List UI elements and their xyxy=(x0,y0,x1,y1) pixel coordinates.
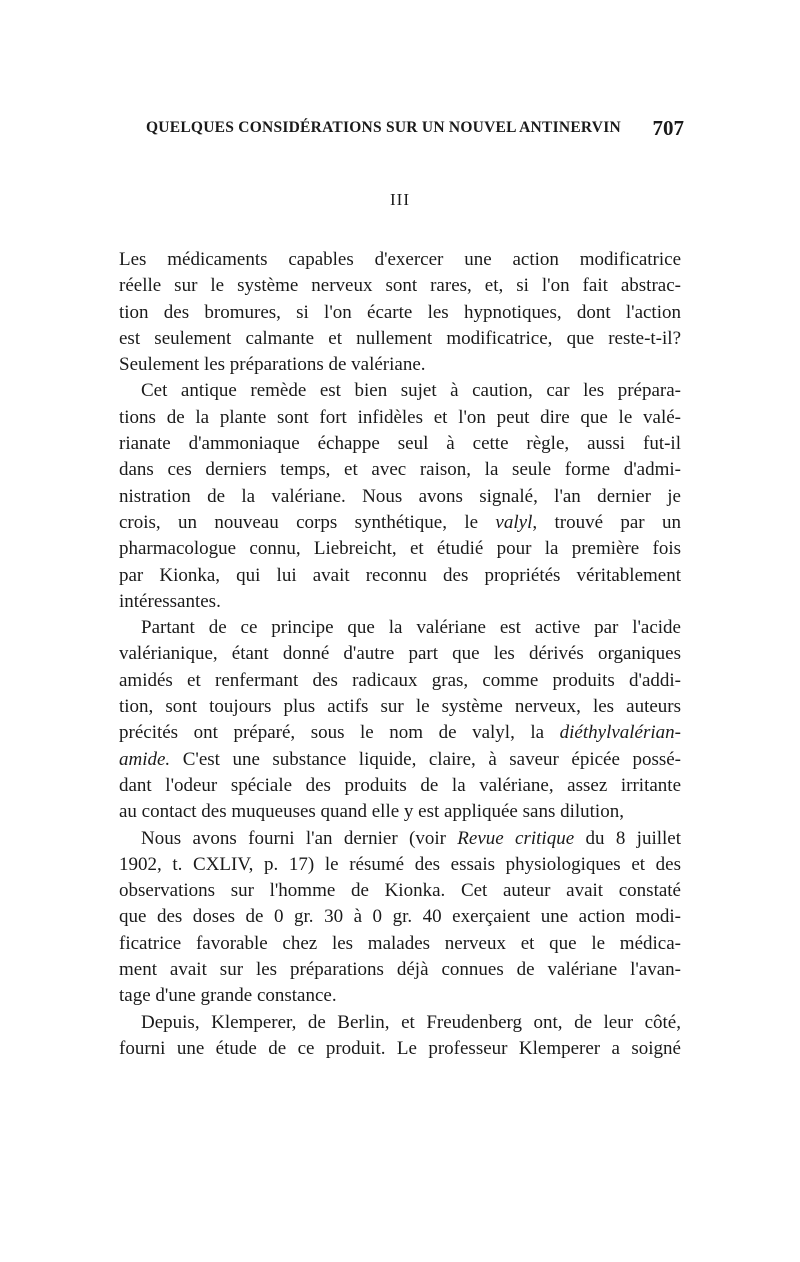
paragraph xyxy=(119,826,681,1010)
text-line: dans ces derniers temps, et avec raison, la seule forme d'admi- xyxy=(119,459,681,481)
text-line: Cet antique remède est bien sujet à caution, car les prépara- xyxy=(141,380,681,402)
text-line: intéressantes. xyxy=(119,590,221,612)
text-line: ment avait sur les préparations déjà connues de valériane l'avan- xyxy=(119,959,681,981)
italic-term: valyl xyxy=(495,511,533,533)
text-line: crois, un nouveau corps synthétique, le valyl, trouvé par un xyxy=(119,511,681,533)
text-line: tion, sont toujours plus actifs sur le système nerveux, les auteurs xyxy=(119,696,681,718)
text-line: nistration de la valériane. Nous avons signalé, l'an dernier je xyxy=(119,485,681,507)
text-line: amidés et renfermant des radicaux gras, comme produits d'addi- xyxy=(119,669,681,691)
text-line: pharmacologue connu, Liebreicht, et étudié pour la première fois xyxy=(119,538,681,560)
paragraph xyxy=(119,378,681,615)
body-text xyxy=(119,247,681,1062)
text-line: Les médicaments capables d'exercer une action modificatrice xyxy=(119,249,681,270)
text-line: réelle sur le système nerveux sont rares, et, si l'on fait abstrac- xyxy=(119,275,681,297)
text-line: dant l'odeur spéciale des produits de la valériane, assez irritante xyxy=(119,774,681,796)
paragraph xyxy=(119,1010,681,1063)
text-line: tage d'une grande constance. xyxy=(119,985,337,1007)
page-number: 707 xyxy=(652,116,684,140)
text-line: précités ont préparé, sous le nom de valyl, la diéthylvalérian- xyxy=(119,722,681,744)
paragraph xyxy=(119,247,681,378)
text-line: fourni une étude de ce produit. Le professeur Klemperer a soigné xyxy=(119,1037,681,1059)
italic-term: diéthylvalérian- xyxy=(559,722,681,744)
paragraph xyxy=(119,615,681,825)
section-numeral: III xyxy=(390,190,410,209)
text-line: au contact des muqueuses quand elle y est appliquée sans dilution, xyxy=(119,801,624,823)
text-line: Nous avons fourni l'an dernier (voir Revue critique du 8 juillet xyxy=(141,827,681,849)
text-line: est seulement calmante et nullement modificatrice, que reste-t-il? xyxy=(119,327,681,349)
italic-term: Revue critique xyxy=(457,827,575,849)
text-line: que des doses de 0 gr. 30 à 0 gr. 40 exerçaient une action modi- xyxy=(119,906,681,928)
text-line: 1902, t. CXLIV, p. 17) le résumé des essais physiologiques et des xyxy=(119,853,681,875)
running-title: QUELQUES CONSIDÉRATIONS SUR UN NOUVEL ANTINERVIN xyxy=(146,119,621,136)
text-line: tion des bromures, si l'on écarte les hypnotiques, dont l'action xyxy=(119,301,681,323)
text-line: Depuis, Klemperer, de Berlin, et Freudenberg ont, de leur côté, xyxy=(141,1011,681,1033)
text-line: par Kionka, qui lui avait reconnu des propriétés véritablement xyxy=(119,564,681,586)
text-line: observations sur l'homme de Kionka. Cet auteur avait constaté xyxy=(119,880,681,902)
running-header xyxy=(146,116,684,140)
text-line: ficatrice favorable chez les malades nerveux et que le médica- xyxy=(119,932,681,954)
italic-term: amide. xyxy=(119,748,171,770)
text-line: tions de la plante sont fort infidèles et l'on peut dire que le valé- xyxy=(119,406,681,428)
text-line: valérianique, étant donné d'autre part que les dérivés organiques xyxy=(119,643,681,665)
text-line: amide. C'est une substance liquide, claire, à saveur épicée possé- xyxy=(119,748,681,770)
text-line: Seulement les préparations de valériane. xyxy=(119,354,426,376)
text-line: rianate d'ammoniaque échappe seul à cette règle, aussi fut-il xyxy=(119,433,681,455)
text-line: Partant de ce principe que la valériane est active par l'acide xyxy=(141,617,681,639)
